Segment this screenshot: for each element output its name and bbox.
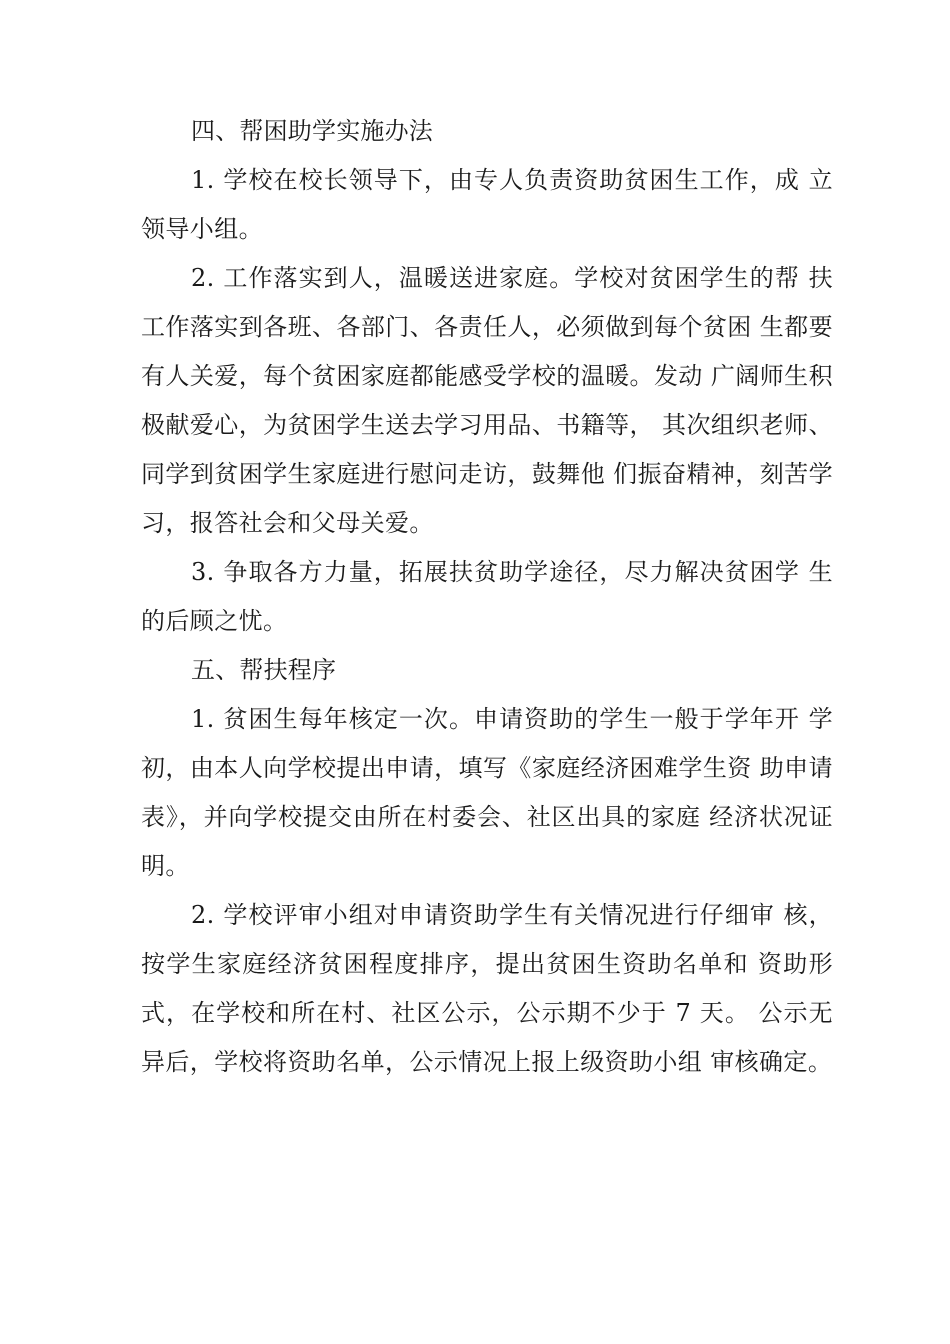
paragraph-5-1: 1. 贫困生每年核定一次。申请资助的学生一般于学年开 学初，由本人向学校提出申请，填写《家庭经济困难学生资 助申请表》，并向学校提交由所在村委会、社区出具的家庭 经济状况证明。	[141, 705, 833, 880]
section-heading-5: 五、帮扶程序	[191, 656, 337, 684]
paragraph-5-2: 2. 学校评审小组对申请资助学生有关情况进行仔细审 核，按学生家庭经济贫困程度排序，提出贫困生资助名单和 资助形式，在学校和所在村、社区公示，公示期不少于 7 天。 公示无异后，学校将资助名单，公示情况上报上级资助小组 审核确定。	[141, 901, 833, 1076]
paragraph-4-1: 1. 学校在校长领导下，由专人负责资助贫困生工作，成 立领导小组。	[141, 166, 833, 243]
document-body	[141, 107, 833, 1087]
paragraph-4-3: 3. 争取各方力量，拓展扶贫助学途径，尽力解决贫困学 生的后顾之忧。	[141, 558, 833, 635]
paragraph-4-2: 2. 工作落实到人，温暖送进家庭。学校对贫困学生的帮 扶工作落实到各班、各部门、各责任人，必须做到每个贫困 生都要有人关爱，每个贫困家庭都能感受学校的温暖。发动 广阔师生积极献爱心，为贫困学生送去学习用品、书籍等， 其次组织老师、同学到贫困学生家庭进行慰问走访，鼓舞他 们振奋精神，刻苦学习，报答社会和父母关爱。	[141, 264, 833, 537]
section-heading-4: 四、帮困助学实施办法	[191, 117, 433, 145]
